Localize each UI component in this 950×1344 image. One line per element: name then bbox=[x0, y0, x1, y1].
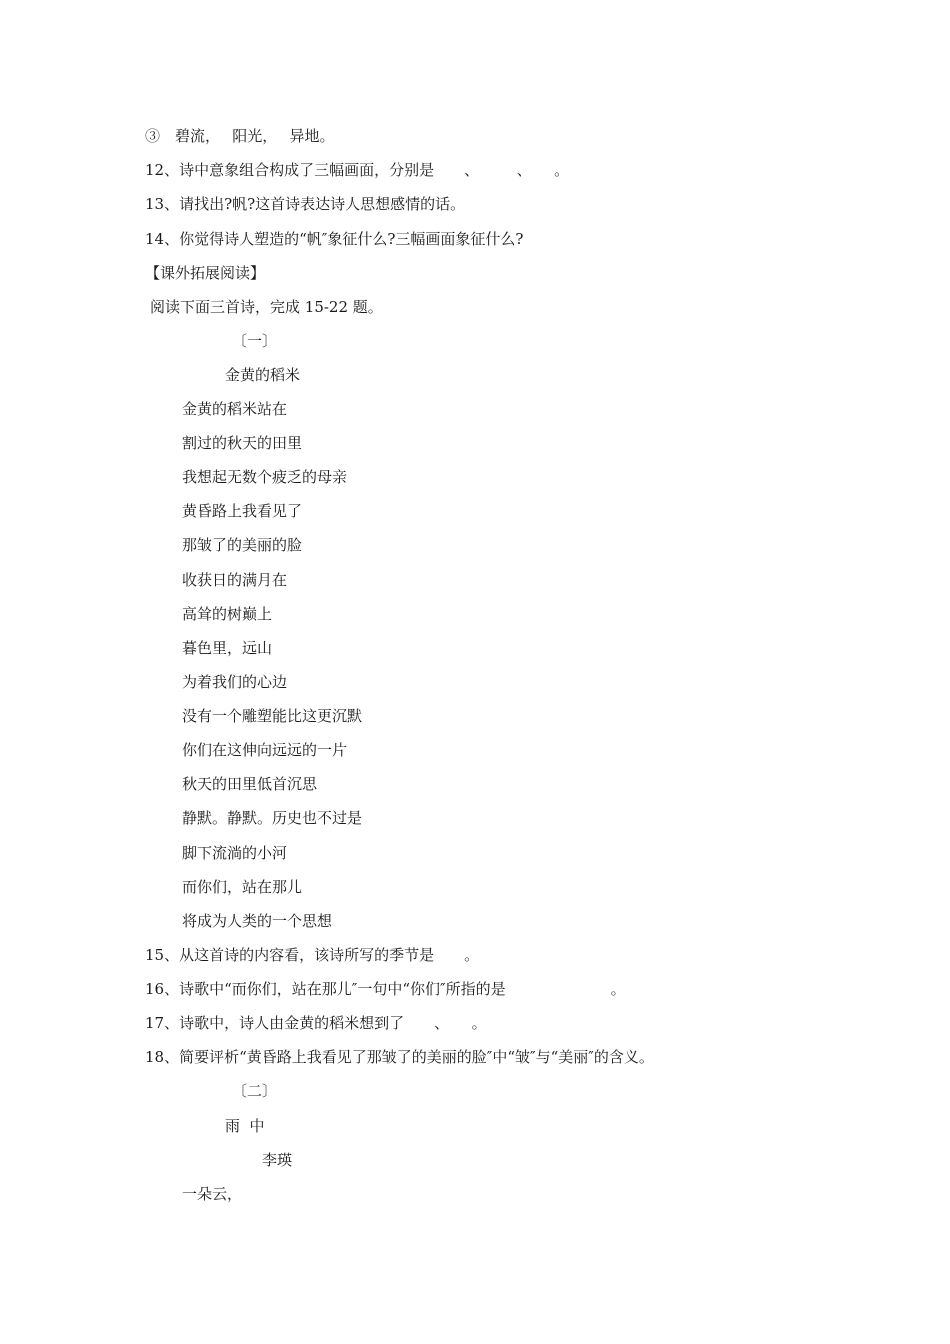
poem-2-number: 〔二〕 bbox=[232, 1082, 278, 1100]
answer-option-3: ③ 碧流， 阳光， 异地。 bbox=[145, 127, 335, 145]
poem-line: 我想起无数个疲乏的母亲 bbox=[182, 468, 348, 486]
poem-line: 没有一个雕塑能比这更沉默 bbox=[182, 707, 363, 725]
poem-2-author: 李瑛 bbox=[262, 1151, 293, 1169]
poem-line: 暮色里，远山 bbox=[182, 639, 273, 657]
question-15: 15、从这首诗的内容看，该诗所写的季节是 。 bbox=[145, 946, 480, 964]
poem-line: 为着我们的心边 bbox=[182, 673, 288, 691]
poem-1-title: 金黄的稻米 bbox=[225, 366, 301, 384]
poem-line: 你们在这伸向远远的一片 bbox=[182, 741, 348, 759]
poem-line: 那皱了的美丽的脸 bbox=[182, 536, 303, 554]
poem-line: 金黄的稻米站在 bbox=[182, 400, 288, 418]
poem-line: 收获日的满月在 bbox=[182, 571, 288, 589]
poem-line: 将成为人类的一个思想 bbox=[182, 912, 333, 930]
reading-instruction: 阅读下面三首诗，完成 15-22 题。 bbox=[150, 298, 383, 316]
question-14: 14、你觉得诗人塑造的“帆″象征什么?三幅画面象征什么? bbox=[145, 230, 524, 248]
question-18: 18、简要评析“黄昏路上我看见了那皱了的美丽的脸″中“皱″与“美丽″的含义。 bbox=[145, 1048, 654, 1066]
poem-1-number: 〔一〕 bbox=[232, 332, 278, 350]
section-heading-extended-reading: 【课外拓展阅读】 bbox=[145, 264, 266, 282]
question-12: 12、诗中意象组合构成了三幅画面，分别是 、 、 。 bbox=[145, 161, 570, 179]
poem-line: 高耸的树巅上 bbox=[182, 605, 273, 623]
poem-line: 静默。静默。历史也不过是 bbox=[182, 809, 363, 827]
poem-line: 秋天的田里低首沉思 bbox=[182, 775, 318, 793]
question-17: 17、诗歌中，诗人由金黄的稻米想到了 、 。 bbox=[145, 1014, 487, 1032]
poem-line: 黄昏路上我看见了 bbox=[182, 502, 303, 520]
question-16: 16、诗歌中“而你们，站在那儿″一句中“你们″所指的是 。 bbox=[145, 980, 626, 998]
question-13: 13、请找出?帆?这首诗表达诗人思想感情的话。 bbox=[145, 195, 466, 213]
poem-line: 一朵云， bbox=[182, 1185, 243, 1203]
poem-line: 脚下流淌的小河 bbox=[182, 844, 288, 862]
poem-line: 割过的秋天的田里 bbox=[182, 434, 303, 452]
poem-2-title: 雨 中 bbox=[225, 1117, 265, 1135]
poem-line: 而你们，站在那儿 bbox=[182, 878, 303, 896]
